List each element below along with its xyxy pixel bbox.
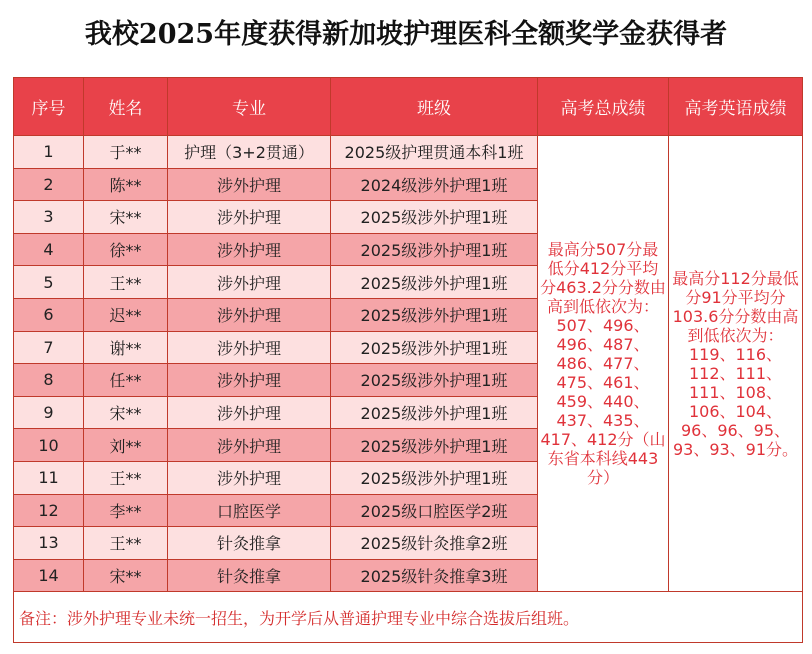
class-cell: 2025级涉外护理1班: [331, 266, 538, 299]
header-class: 班级: [331, 78, 538, 136]
major-cell: 涉外护理: [168, 298, 331, 331]
major-cell: 涉外护理: [168, 201, 331, 234]
row-number-cell: 5: [14, 266, 84, 299]
class-cell: 2025级涉外护理1班: [331, 429, 538, 462]
row-number-cell: 4: [14, 233, 84, 266]
class-cell: 2025级涉外护理1班: [331, 396, 538, 429]
row-number-cell: 8: [14, 364, 84, 397]
table-row: [14, 136, 803, 169]
class-cell: 2025级涉外护理1班: [331, 331, 538, 364]
scholarship-table: [13, 77, 803, 643]
row-number-cell: 11: [14, 461, 84, 494]
major-cell: 涉外护理: [168, 429, 331, 462]
major-cell: 护理（3+2贯通）: [168, 136, 331, 169]
header-name: 姓名: [84, 78, 168, 136]
class-cell: 2025级口腔医学2班: [331, 494, 538, 527]
major-cell: 涉外护理: [168, 331, 331, 364]
student-name-cell: 刘**: [84, 429, 168, 462]
major-cell: 口腔医学: [168, 494, 331, 527]
student-name-cell: 宋**: [84, 201, 168, 234]
student-name-cell: 王**: [84, 266, 168, 299]
student-name-cell: 宋**: [84, 559, 168, 592]
student-name-cell: 陈**: [84, 168, 168, 201]
major-cell: 涉外护理: [168, 396, 331, 429]
major-cell: 涉外护理: [168, 461, 331, 494]
student-name-cell: 任**: [84, 364, 168, 397]
major-cell: 涉外护理: [168, 168, 331, 201]
student-name-cell: 徐**: [84, 233, 168, 266]
header-major: 专业: [168, 78, 331, 136]
major-cell: 针灸推拿: [168, 527, 331, 560]
class-cell: 2025级涉外护理1班: [331, 298, 538, 331]
student-name-cell: 李**: [84, 494, 168, 527]
class-cell: 2025级针灸推拿2班: [331, 527, 538, 560]
row-number-cell: 9: [14, 396, 84, 429]
major-cell: 涉外护理: [168, 266, 331, 299]
class-cell: 2025级涉外护理1班: [331, 233, 538, 266]
footnote: 备注：涉外护理专业未统一招生，为开学后从普通护理专业中综合选拔后组班。: [14, 592, 803, 643]
row-number-cell: 3: [14, 201, 84, 234]
student-name-cell: 谢**: [84, 331, 168, 364]
english-score-summary: 最高分112分最低分91分平均分103.6分分数由高到低依次为：119、116、112、111、111、108、106、104、96、96、95、93、93、91分。: [669, 136, 803, 592]
student-name-cell: 于**: [84, 136, 168, 169]
major-cell: 涉外护理: [168, 233, 331, 266]
header-total-score: 高考总成绩: [538, 78, 669, 136]
row-number-cell: 7: [14, 331, 84, 364]
row-number-cell: 12: [14, 494, 84, 527]
header-no: 序号: [14, 78, 84, 136]
note-row: [14, 592, 803, 643]
row-number-cell: 2: [14, 168, 84, 201]
row-number-cell: 13: [14, 527, 84, 560]
row-number-cell: 10: [14, 429, 84, 462]
class-cell: 2025级涉外护理1班: [331, 461, 538, 494]
class-cell: 2025级涉外护理1班: [331, 201, 538, 234]
row-number-cell: 1: [14, 136, 84, 169]
row-number-cell: 6: [14, 298, 84, 331]
table-header-row: [14, 78, 803, 136]
row-number-cell: 14: [14, 559, 84, 592]
class-cell: 2024级涉外护理1班: [331, 168, 538, 201]
student-name-cell: 迟**: [84, 298, 168, 331]
major-cell: 涉外护理: [168, 364, 331, 397]
total-score-summary: 最高分507分最低分412分平均分463.2分分数由高到低依次为：507、496、496、487、486、477、475、461、459、440、437、435、417、412分（山东省本科线443分）: [538, 136, 669, 592]
class-cell: 2025级护理贯通本科1班: [331, 136, 538, 169]
major-cell: 针灸推拿: [168, 559, 331, 592]
student-name-cell: 王**: [84, 461, 168, 494]
student-name-cell: 宋**: [84, 396, 168, 429]
class-cell: 2025级涉外护理1班: [331, 364, 538, 397]
header-english-score: 高考英语成绩: [669, 78, 803, 136]
page-title: 我校2025年度获得新加坡护理医科全额奖学金获得者: [84, 19, 728, 50]
student-name-cell: 王**: [84, 527, 168, 560]
class-cell: 2025级针灸推拿3班: [331, 559, 538, 592]
